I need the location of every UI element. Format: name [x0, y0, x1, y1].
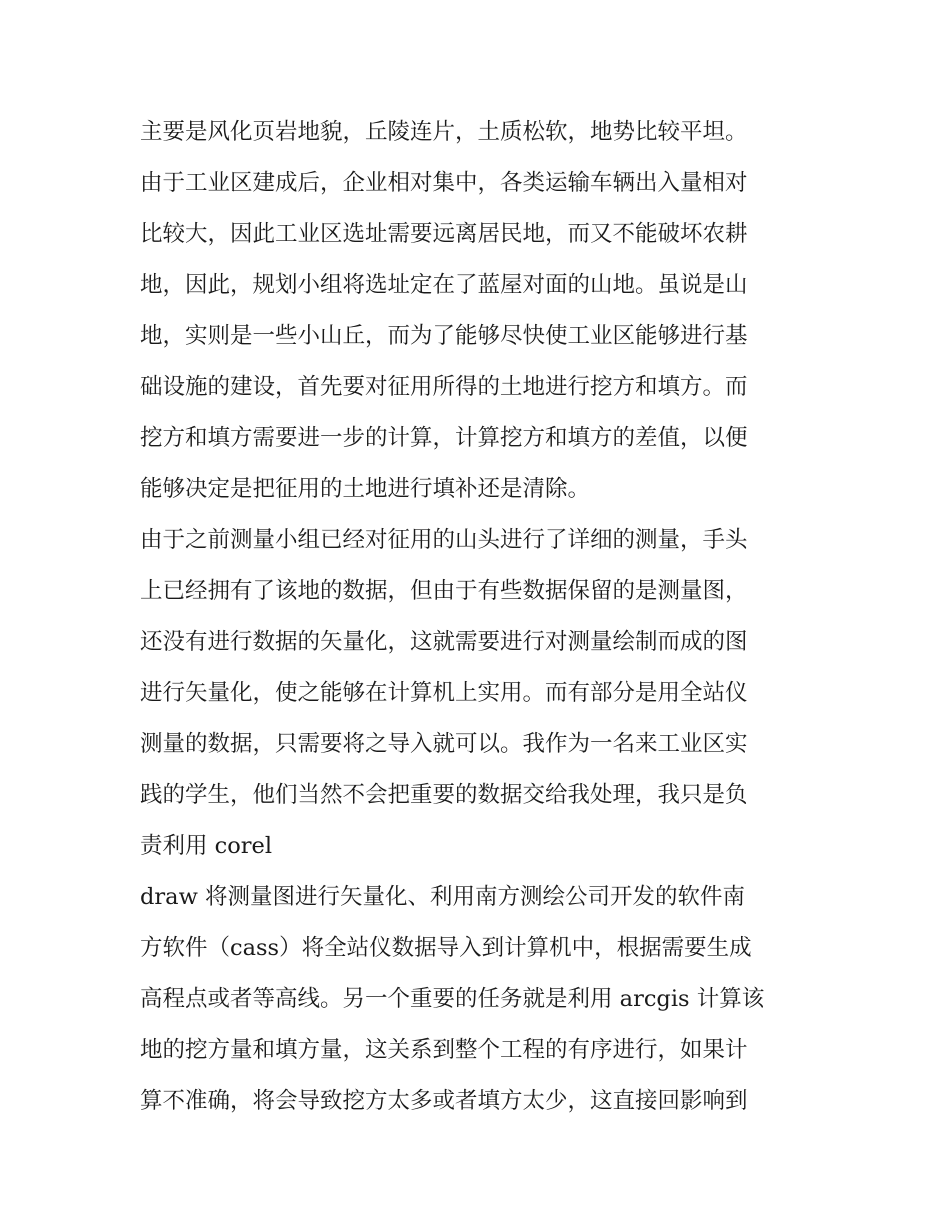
text-line: 上已经拥有了该地的数据，但由于有些数据保留的是测量图， — [140, 578, 748, 604]
text-line: 由于之前测量小组已经对征用的山头进行了详细的测量，手头 — [140, 527, 748, 553]
text-line: 能够决定是把征用的土地进行填补还是清除。 — [140, 476, 591, 502]
text-line: 地，实则是一些小山丘，而为了能够尽快使工业区能够进行基 — [140, 323, 748, 349]
text-line: 算不准确，将会导致挖方太多或者填方太少，这直接回影响到 — [140, 1088, 748, 1114]
text-line: 挖方和填方需要进一步的计算，计算挖方和填方的差值，以便 — [140, 425, 748, 451]
text-line: 比较大，因此工业区选址需要远离居民地，而又不能破坏农耕 — [140, 221, 748, 247]
text-line: 由于工业区建成后，企业相对集中，各类运输车辆出入量相对 — [140, 170, 748, 196]
text-line: 地，因此，规划小组将选址定在了蓝屋对面的山地。虽说是山 — [140, 272, 748, 298]
text-line: 践的学生，他们当然不会把重要的数据交给我处理，我只是负 — [140, 782, 748, 808]
text-line: 测量的数据，只需要将之导入就可以。我作为一名来工业区实 — [140, 731, 748, 757]
text-line: 方软件（cass）将全站仪数据导入到计算机中，根据需要生成 — [140, 935, 752, 961]
document-body — [140, 107, 820, 1127]
text-line: 础设施的建设，首先要对征用所得的土地进行挖方和填方。而 — [140, 374, 748, 400]
text-line: 进行矢量化，使之能够在计算机上实用。而有部分是用全站仪 — [140, 680, 748, 706]
text-line: 还没有进行数据的矢量化，这就需要进行对测量绘制而成的图 — [140, 629, 748, 655]
text-line: 高程点或者等高线。另一个重要的任务就是利用 arcgis 计算该 — [140, 986, 765, 1012]
text-line: 责利用 corel — [140, 833, 273, 859]
text-line: draw 将测量图进行矢量化、利用南方测绘公司开发的软件南 — [140, 884, 745, 910]
text-line: 主要是风化页岩地貌，丘陵连片，土质松软，地势比较平坦。 — [140, 119, 748, 145]
text-line: 地的挖方量和填方量，这关系到整个工程的有序进行，如果计 — [140, 1037, 748, 1063]
